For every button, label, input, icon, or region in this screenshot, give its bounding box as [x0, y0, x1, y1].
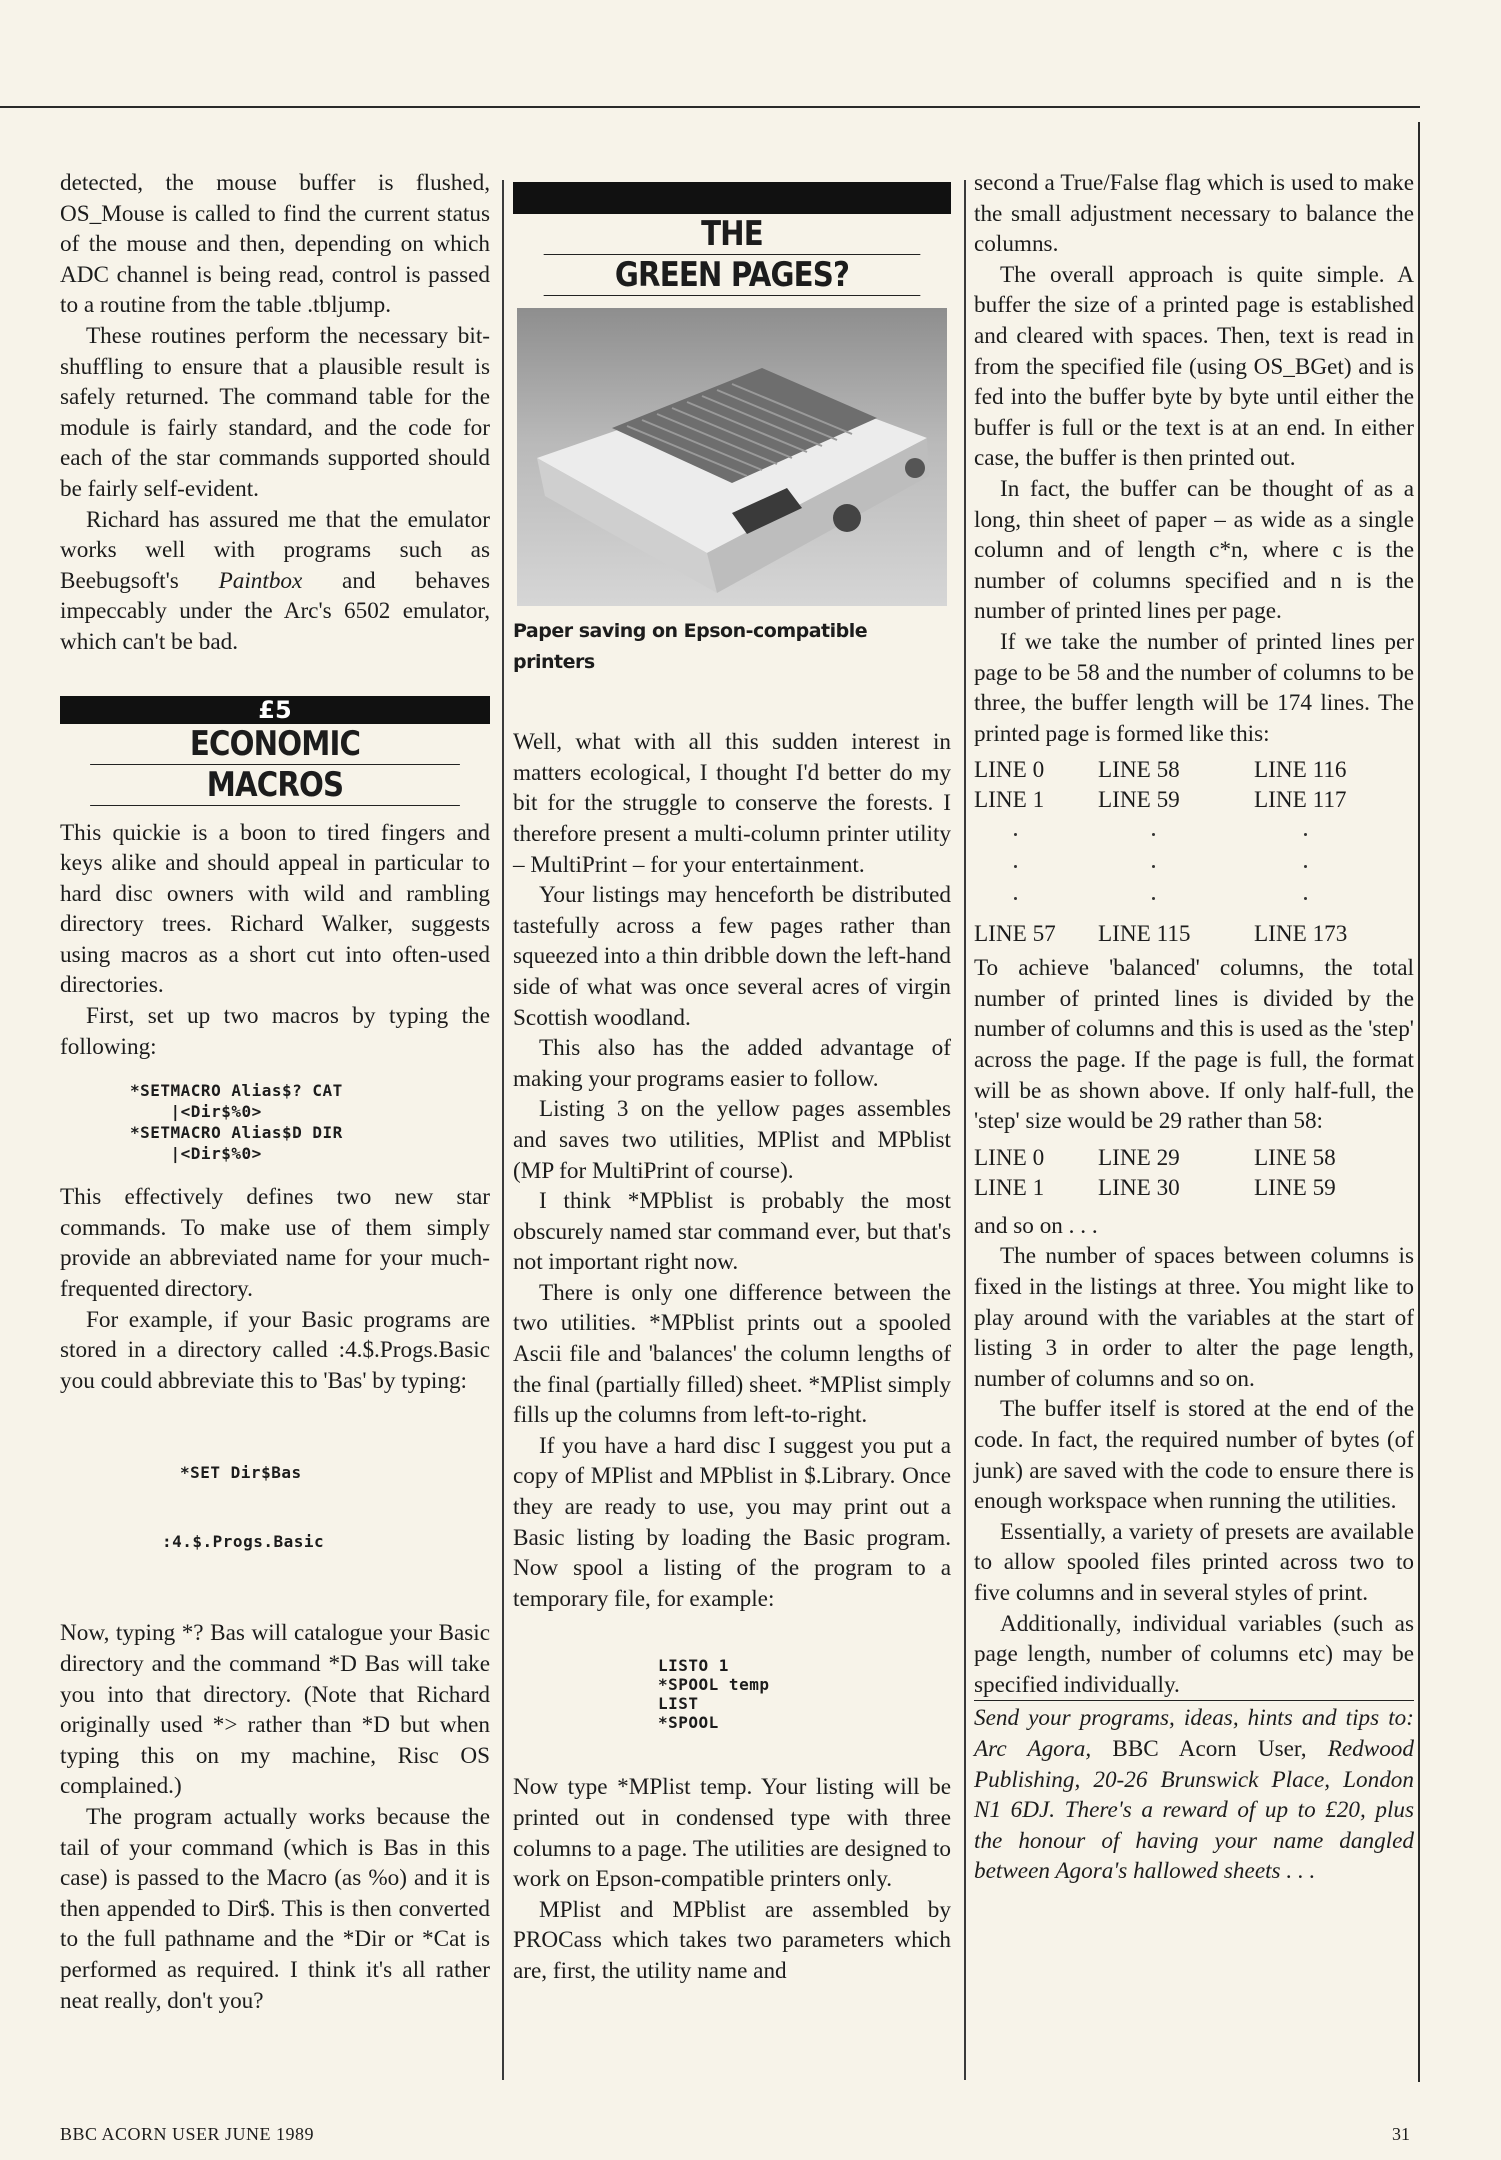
dot [1014, 833, 1017, 836]
paragraph [60, 505, 490, 658]
balanced-layout-table [974, 1143, 1414, 1203]
paragraph: This quickie is a boon to tired fingers and keys alike and should appeal in particular to hard disc owners with wild and rambling directory trees. Richard Walker, suggests using macros as a short cut into often-used directories. [60, 819, 490, 999]
code-listing: LISTO 1 *SPOOL temp LIST *SPOOL [658, 1656, 770, 1733]
paragraph: Your listings may henceforth be distributed tastefully across a few pages rather than squeezed into a thin dribble down the left-hand side of what was once several acres of virgin Scottish woodland. [513, 882, 951, 1031]
code-line: *SET Dir$Bas [180, 1463, 302, 1483]
text: Send your programs, ideas, hints and tips to: Arc Agora, [974, 1705, 1414, 1762]
column-middle [513, 168, 951, 1987]
table-cell: LINE 58 [1098, 757, 1180, 784]
section-heading-green-pages [513, 182, 951, 296]
table-cell: LINE 173 [1254, 921, 1348, 948]
table-cell: LINE 59 [1098, 787, 1180, 814]
table-cell: LINE 117 [1254, 787, 1347, 814]
dot [1152, 897, 1155, 900]
paragraph: Listing 3 on the yellow pages assembles and saves two utilities, MPlist and MPblist (MP for MultiPrint of course). [513, 1096, 951, 1184]
table-cell: LINE 30 [1098, 1174, 1180, 1201]
paragraph: For example, if your Basic programs are stored in a directory called :4.$.Progs.Basic you could abbreviate this to 'Bas' by typing: [60, 1306, 490, 1394]
column-left [60, 168, 490, 2016]
paragraph: Additionally, individual variables (such as page length, number of columns etc) may be specified individually. [974, 1610, 1414, 1698]
paragraph: To achieve 'balanced' columns, the total number of printed lines is divided by the number of columns and this is used as the 'step' across the page. If the page is full, the format will be as shown above. If only half-full, the 'step' size would be 29 rather than 58: [974, 955, 1414, 1135]
column-right [974, 168, 1414, 1887]
dot [1152, 833, 1155, 836]
table-cell: LINE 1 [974, 1174, 1045, 1201]
paragraph: Well, what with all this sudden interest in matters ecological, I thought I'd better do my bit for the struggle to conserve the forests. I therefore present a multi-column printer utility – MultiPrint – for your entertainment. [513, 729, 951, 878]
table-row [974, 1173, 1414, 1203]
paragraph: If you have a hard disc I suggest you put a copy of MPlist and MPblist in $.Library. Once they are ready to use, you may print out a Basic listing by loading the Basic program. Now spool a listing of the program to a temporary file, for example: [513, 1432, 951, 1612]
paragraph: The buffer itself is stored at the end of the code. In fact, the required number of bytes (of junk) are saved with the code to ensure there is enough workspace when running the utilities. [974, 1396, 1414, 1515]
paragraph: If we take the number of printed lines per page to be 58 and the number of columns to be three, the buffer length will be 174 lines. The printed page is formed like this: [974, 628, 1414, 747]
paragraph: This also has the added advantage of making your programs easier to follow. [513, 1035, 951, 1092]
paragraph: MPlist and MPblist are assembled by PROCass which takes two parameters which are, first, the utility name and [513, 1896, 951, 1984]
code-listing [162, 1420, 490, 1594]
dot [1304, 897, 1307, 900]
paragraph: First, set up two macros by typing the following: [60, 1003, 490, 1060]
text: Richard has assured me that the emulator works well with programs such as Beebugsoft's [60, 506, 490, 594]
contributor-note [974, 1700, 1414, 1887]
right-rule [1418, 122, 1420, 2082]
table-cell: LINE 0 [974, 1144, 1045, 1171]
ellipsis-dots [974, 815, 1414, 919]
paragraph: I think *MPblist is probably the most obscurely named star command ever, but that's not important right now. [513, 1188, 951, 1276]
paragraph: The program actually works because the tail of your command (which is Bas in this case) is passed to the Macro (as %o) and it is then appended to Dir$. This is then converted to the full pathname and the *Dir or *Cat is performed as required. I think it's all rather neat really, don't you? [60, 1803, 490, 2014]
heading-line: ECONOMIC [90, 724, 460, 765]
paragraph: second a True/False flag which is used to make the small adjustment necessary to balance the columns. [974, 170, 1414, 258]
heading-price-bar: £5 [60, 696, 490, 724]
page-number: 31 [1392, 2124, 1410, 2144]
paragraph: and so on . . . [974, 1212, 1098, 1239]
heading-line: THE [544, 214, 921, 255]
table-row [974, 785, 1414, 815]
paragraph: In fact, the buffer can be thought of as a long, thin sheet of paper – as wide as a single column and of length c*n, where c is the number of columns specified and n is the number of printed lines per page. [974, 475, 1414, 625]
code-listing: *SETMACRO Alias$? CAT |<Dir$%0> *SETMACRO Alias$D DIR |<Dir$%0> [130, 1081, 343, 1164]
text: and behaves impeccably under the Arc's 6502 emulator, which can't be bad. [60, 567, 490, 655]
heading-line: GREEN PAGES? [544, 255, 921, 296]
column-divider [502, 180, 504, 2080]
dot [1152, 865, 1155, 868]
code-line: :4.$.Progs.Basic [162, 1532, 325, 1552]
table-row [974, 1143, 1414, 1173]
printer-illustration [517, 308, 947, 606]
printer-photo [517, 308, 947, 606]
heading-bar [513, 182, 951, 214]
heading-line: MACROS [90, 765, 460, 806]
top-rule [0, 106, 1420, 108]
table-cell: LINE 116 [1254, 757, 1347, 784]
paragraph: The overall approach is quite simple. A buffer the size of a printed page is established and cleared with spaces. Then, text is read in from the specified file (using OS_BGet) and is fed into the buffer byte by byte until either the buffer is full or the text is at an end. In either case, the buffer is then printed out. [974, 261, 1414, 472]
table-cell: LINE 115 [1098, 921, 1191, 948]
paragraph: Essentially, a variety of presets are available to allow spooled files printed across two to five columns and in several styles of print. [974, 1518, 1414, 1606]
software-title: Paintbox [218, 567, 303, 594]
paragraph: The number of spaces between columns is fixed in the listings at three. You might like to play around with the variables at the start of listing 3 in order to alter the page length, number of columns and so on. [974, 1243, 1414, 1392]
table-cell: LINE 0 [974, 757, 1045, 784]
section-heading-economic-macros [60, 696, 490, 806]
paragraph: Now type *MPlist temp. Your listing will be printed out in condensed type with three columns to a page. The utilities are designed to work on Epson-compatible printers only. [513, 1774, 951, 1893]
table-cell: LINE 1 [974, 787, 1045, 814]
paragraph: There is only one difference between the two utilities. *MPblist prints out a spooled Ascii file and 'balances' the column lengths of the final (partially filled) sheet. *MPlist simply fills up the columns from left-to-right. [513, 1279, 951, 1429]
paragraph: detected, the mouse buffer is flushed, OS_Mouse is called to find the current status of the mouse and then, depending on which ADC channel is being read, control is passed to a routine from the table .tbljump. [60, 170, 490, 319]
text: BBC Acorn User, [1091, 1735, 1328, 1762]
line-layout-table [974, 755, 1414, 949]
table-cell: LINE 59 [1254, 1174, 1336, 1201]
paragraph: Now, typing *? Bas will catalogue your Basic directory and the command *D Bas will take you into that directory. (Note that Richard originally used *> rather than *D but when typing this on my machine, Risc OS complained.) [60, 1620, 490, 1800]
table-cell: LINE 57 [974, 921, 1056, 948]
table-cell: LINE 58 [1254, 1144, 1336, 1171]
dot [1014, 865, 1017, 868]
text: Redwood Publishing, 20-26 Brunswick Place, London N1 6DJ. There's a reward of up to £20, plus the honour of having your name dangled between Agora's hallowed sheets . . . [974, 1735, 1414, 1885]
paragraph: These routines perform the necessary bit-shuffling to ensure that a plausible result is safely returned. The command table for the module is fairly standard, and the code for each of the star commands supported should be fairly self-evident. [60, 322, 490, 502]
table-row [974, 755, 1414, 785]
column-divider [964, 180, 966, 2080]
dot [1304, 865, 1307, 868]
paragraph: This effectively defines two new star commands. To make use of them simply provide an abbreviated name for your much-frequented directory. [60, 1184, 490, 1303]
dot [1304, 833, 1307, 836]
dot [1014, 897, 1017, 900]
table-row [974, 919, 1414, 949]
photo-caption: Paper saving on Epson-compatible printers [513, 620, 868, 673]
footer-publication: BBC ACORN USER JUNE 1989 [60, 2124, 315, 2144]
table-cell: LINE 29 [1098, 1144, 1180, 1171]
